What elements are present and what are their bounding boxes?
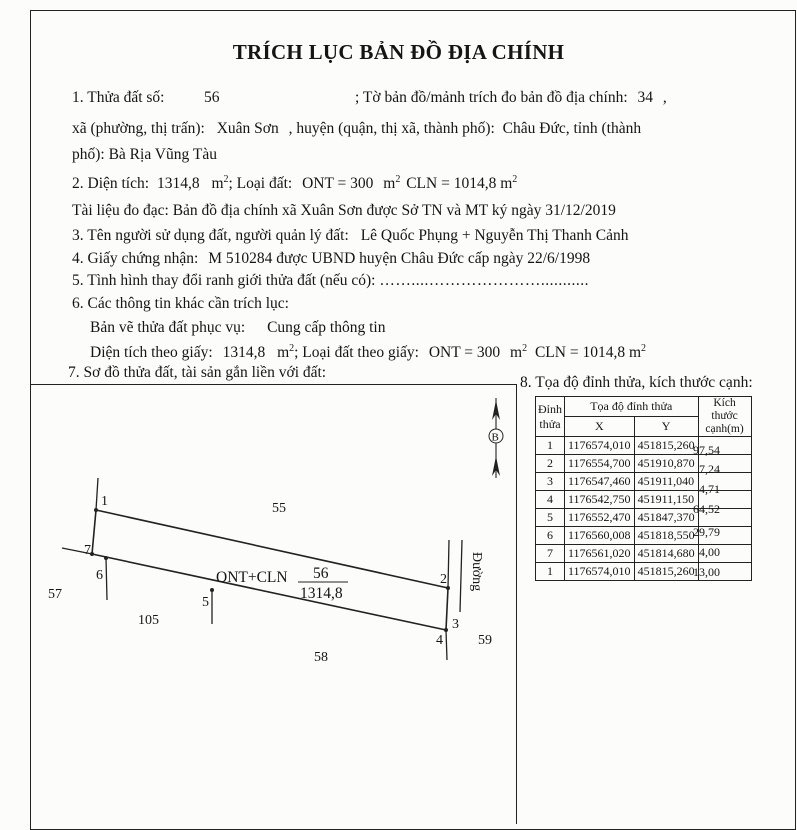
neighbor-58: 58 (314, 650, 328, 665)
cln-unit: m (500, 175, 513, 193)
cert-area-unit: m (277, 344, 290, 362)
row-point: 4 (536, 491, 565, 509)
row-point: 7 (536, 545, 565, 563)
boundary-change-label: 5. Tình hình thay đổi ranh giới thửa đất (nếu có): (72, 272, 376, 289)
edge-size: 7,24 (699, 462, 720, 476)
vertex-label-7: 7 (84, 543, 91, 558)
comma: , (662, 89, 667, 106)
row-point: 1 (536, 563, 565, 581)
vertex-label-6: 6 (96, 568, 103, 583)
vertex-label-4: 4 (436, 633, 443, 648)
vertex-dot (210, 588, 214, 592)
row-x: 1176574,010 (565, 437, 635, 455)
row-y: 451911,150 (634, 491, 698, 509)
cert-area-label: Diện tích theo giấy: (90, 344, 213, 362)
road-edge (460, 540, 462, 612)
map-sheet-label: ; Tờ bản đồ/mảnh trích đo bản đồ địa chính: (355, 89, 628, 106)
vertex-dot (104, 556, 108, 560)
cert-landtype-label: ; Loại đất theo giấy: (294, 344, 419, 362)
vertex-dot (94, 508, 98, 512)
edge-size: 97,54 (693, 443, 720, 457)
line-parcel-diagram: 7. Sơ đồ thửa đất, tài sản gắn liền với đất: (68, 364, 327, 381)
row-point: 5 (536, 509, 565, 527)
row-x: 1176552,470 (565, 509, 635, 527)
cert-area-value: 1314,8 (222, 344, 266, 362)
purpose-value: Cung cấp thông tin (267, 319, 386, 336)
edge-size: 64,52 (693, 502, 720, 516)
page-title: TRÍCH LỤC BẢN ĐỒ ĐỊA CHÍNH (232, 40, 565, 64)
col-point-header (536, 397, 565, 437)
area-unit: m (211, 175, 224, 193)
line-other-info: 6. Các thông tin khác cần trích lục: (72, 295, 289, 312)
owner-label: 3. Tên người sử dụng đất, người quản lý đất: (72, 227, 349, 244)
row-y: 451910,870 (634, 455, 698, 473)
cert-cln-sup: 2 (641, 343, 647, 354)
area-sup: 2 (223, 174, 229, 185)
neighbor-55: 55 (272, 501, 286, 516)
commune-label: xã (phường, thị trấn): (72, 120, 205, 137)
cert-area-sup: 2 (289, 343, 295, 354)
edge-size: 4,00 (699, 545, 720, 559)
col-coord-header: Tọa độ đỉnh thửa (565, 397, 699, 417)
col-size-header (698, 397, 751, 437)
map-sheet-number: 34 (637, 89, 654, 106)
commune-value: Xuân Sơn (216, 120, 279, 137)
col-x-header: X (565, 417, 635, 437)
vertex-label-5: 5 (202, 595, 209, 610)
line-survey-doc: Tài liệu đo đạc: Bản đồ địa chính xã Xuân Sơn được Sở TN và MT ký ngày 31/12/2019 (72, 202, 616, 219)
row-x: 1176561,020 (565, 545, 635, 563)
neighbor-57: 57 (48, 587, 62, 602)
cln-value: CLN = 1014,8 (406, 175, 497, 193)
coordinates-heading: 8. Tọa độ đỉnh thửa, kích thước cạnh: (520, 374, 753, 391)
area-value: 1314,8 (156, 175, 200, 193)
row-x: 1176574,010 (565, 563, 635, 581)
parcel-east-boundary (446, 588, 448, 630)
col-point-header-text: Đỉnh thửa (538, 401, 562, 431)
cert-cln-unit: m (628, 344, 642, 362)
col-size-header-text: Kích thước cạnh(m) (705, 397, 744, 435)
parcel-number-label: 56 (313, 565, 329, 582)
parcel-number: 56 (204, 89, 220, 106)
col-y-header: Y (634, 417, 698, 437)
landtype-label: ; Loại đất: (228, 175, 293, 193)
row-x: 1176560,008 (565, 527, 635, 545)
certificate-label: 4. Giấy chứng nhận: (72, 250, 199, 267)
parcel-west-boundary (92, 510, 96, 554)
north-label: B (491, 431, 499, 444)
ont-unit: m (383, 175, 396, 193)
row-y: 451815,260 (634, 563, 698, 581)
road-label: Đường (469, 552, 484, 592)
district-value: Châu Đức (502, 120, 566, 137)
ont-sup: 2 (395, 174, 401, 185)
row-point: 3 (536, 473, 565, 491)
cert-ont-sup: 2 (522, 343, 528, 354)
vertex-label-1: 1 (101, 494, 108, 509)
row-y: 451815,260 (634, 437, 698, 455)
parcel-area-label: 1314,8 (300, 585, 343, 602)
province-value: Bà Rịa Vũng Tàu (108, 146, 217, 163)
district-label: , huyện (quận, thị xã, thành phố): (288, 120, 495, 137)
neighbor-105: 105 (138, 613, 159, 628)
ont-value: ONT = 300 (302, 175, 374, 193)
cert-cln-value: CLN = 1014,8 (534, 344, 626, 362)
neighbor-59: 59 (478, 633, 492, 648)
row-point: 6 (536, 527, 565, 545)
cln-sup: 2 (512, 174, 518, 185)
vertex-label-2: 2 (440, 572, 447, 587)
edge-size: 29,79 (693, 525, 720, 539)
row-y: 451911,040 (634, 473, 698, 491)
area-label: 2. Diện tích: (72, 175, 150, 193)
row-x: 1176554,700 (565, 455, 635, 473)
cert-ont-unit: m (510, 344, 523, 362)
neighbor-boundary (106, 558, 107, 600)
vertex-label-3: 3 (452, 617, 459, 632)
parcel-landuse-label: ONT+CLN (216, 569, 288, 586)
certificate-value: M 510284 được UBND huyện Châu Đức cấp ngày 22/6/1998 (208, 250, 591, 267)
province-prefix: phố): (72, 146, 105, 163)
neighbor-boundary (96, 478, 98, 510)
boundary-change-dots: ……....…………………........... (379, 272, 589, 289)
vertex-dot (444, 628, 448, 632)
neighbor-boundary (446, 630, 447, 660)
row-x: 1176542,750 (565, 491, 635, 509)
edge-size: 13,00 (693, 565, 720, 579)
row-point: 1 (536, 437, 565, 455)
owner-value: Lê Quốc Phụng + Nguyễn Thị Thanh Cảnh (360, 227, 629, 244)
row-point: 2 (536, 455, 565, 473)
purpose-label: Bản vẽ thửa đất phục vụ: (90, 319, 246, 336)
row-y: 451847,370 (634, 509, 698, 527)
row-y: 451814,680 (634, 545, 698, 563)
row-x: 1176547,460 (565, 473, 635, 491)
road-edge (448, 540, 449, 588)
province-label: , tỉnh (thành (565, 120, 642, 137)
edge-size: 4,71 (699, 482, 720, 496)
cert-ont-value: ONT = 300 (428, 344, 501, 362)
parcel-label: 1. Thửa đất số: (72, 89, 165, 106)
row-y: 451818,550 (634, 527, 698, 545)
